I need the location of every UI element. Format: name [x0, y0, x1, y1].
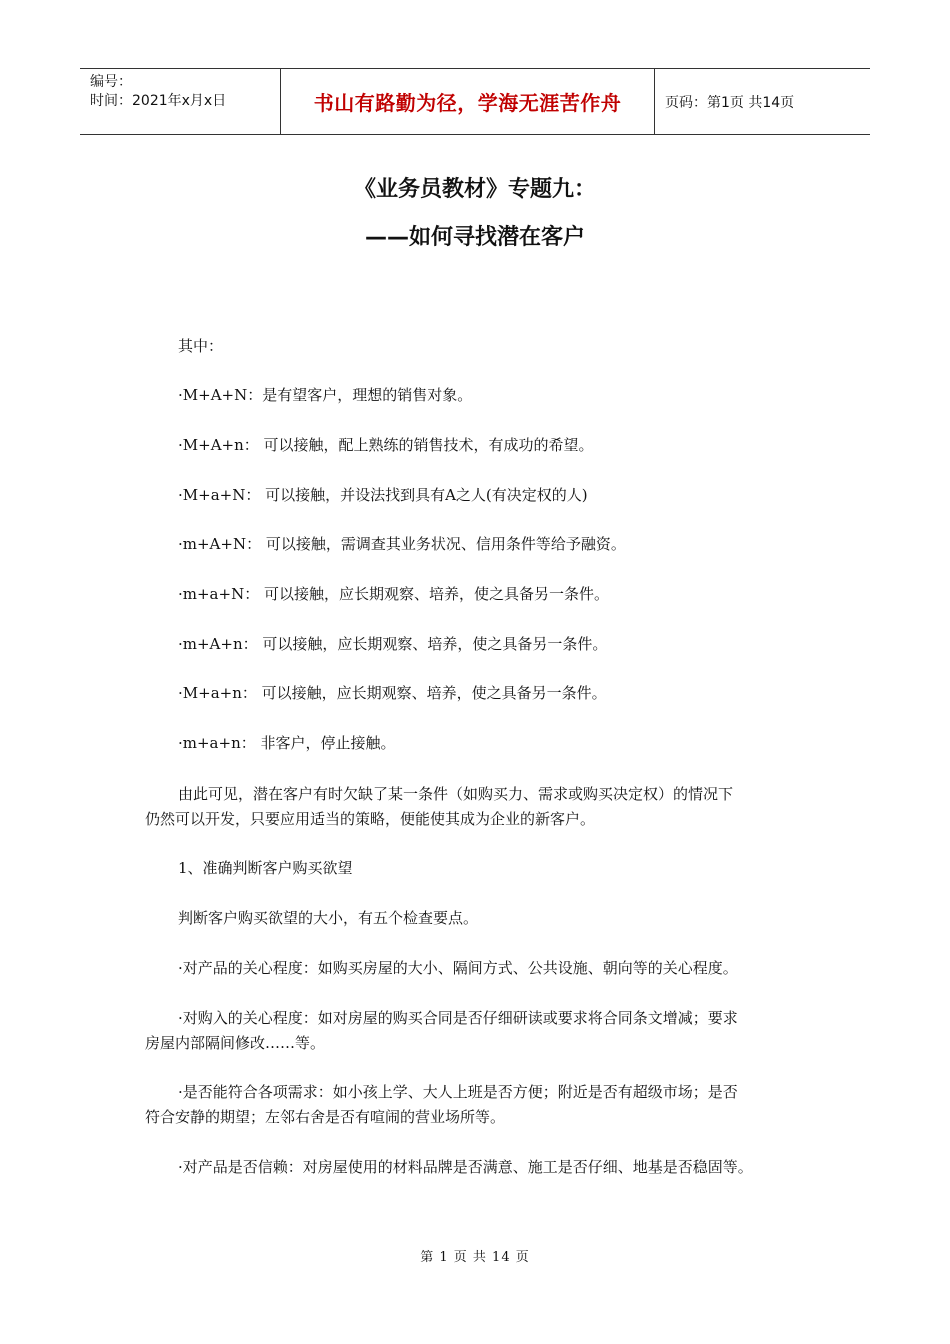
checkpoint-purchase-interest-line2: 房屋内部隔间修改……等。: [145, 1034, 326, 1052]
header-page-number: 页码：第1页 共14页: [665, 94, 795, 111]
list-item-lower-m-a-lower-n: ·m+A+n： 可以接触，应长期观察、培养，使之具备另一条件。: [178, 635, 608, 653]
list-item-m-a-n: ·M+a+N： 可以接触，并设法找到具有A之人(有决定权的人): [178, 486, 588, 504]
list-item-m-lower-a-lower-n: ·M+a+n： 可以接触，应长期观察、培养，使之具备另一条件。: [178, 684, 607, 702]
document-header: [80, 68, 870, 135]
checkpoint-needs-line2: 符合安静的期望；左邻右舍是否有喧闹的营业场所等。: [145, 1108, 506, 1126]
list-item-lower-m-lower-a-n: ·m+a+N： 可以接触，应长期观察、培养，使之具备另一条件。: [178, 585, 609, 603]
paragraph-intro: 其中：: [178, 337, 224, 355]
page-footer: 第 1 页 共 14 页: [420, 1250, 530, 1265]
document-title: 《业务员教材》专题九：: [353, 177, 596, 202]
list-item-man-lower-n: ·M+A+n： 可以接触，配上熟练的销售技术，有成功的希望。: [178, 436, 594, 454]
paragraph-conclusion-line1: 由此可见，潜在客户有时欠缺了某一条件（如购买力、需求或购买决定权）的情况下: [178, 785, 734, 803]
document-time-label: 时间：2021年x月x日: [90, 93, 227, 109]
checkpoint-needs-line1: ·是否能符合各项需求：如小孩上学、大人上班是否方便；附近是否有超级市场；是否: [178, 1083, 738, 1101]
list-item-man: ·M+A+N：是有望客户，理想的销售对象。: [178, 386, 473, 404]
checkpoint-product-interest: ·对产品的关心程度：如购买房屋的大小、隔间方式、公共设施、朝向等的关心程度。: [178, 959, 738, 977]
header-meta: [80, 69, 281, 134]
paragraph-conclusion-line2: 仍然可以开发，只要应用适当的策略，便能使其成为企业的新客户。: [145, 810, 596, 828]
checkpoint-trust: ·对产品是否信赖：对房屋使用的材料品牌是否满意、施工是否仔细、地基是否稳固等。: [178, 1158, 753, 1176]
list-item-non-customer: ·m+a+n： 非客户，停止接触。: [178, 734, 396, 752]
document-number-label: 编号：: [90, 74, 132, 90]
checkpoint-purchase-interest-line1: ·对购入的关心程度：如对房屋的购买合同是否仔细研读或要求将合同条文增减；要求: [178, 1009, 738, 1027]
header-motto: 书山有路勤为径，学海无涯苦作舟: [281, 69, 655, 134]
list-item-lower-m-a-n: ·m+A+N： 可以接触，需调查其业务状况、信用条件等给予融资。: [178, 535, 626, 553]
paragraph-checkpoints: 判断客户购买欲望的大小，有五个检查要点。: [178, 909, 479, 927]
section-heading: 1、准确判断客户购买欲望: [178, 859, 353, 877]
document-subtitle: ——如何寻找潜在客户: [364, 225, 585, 250]
